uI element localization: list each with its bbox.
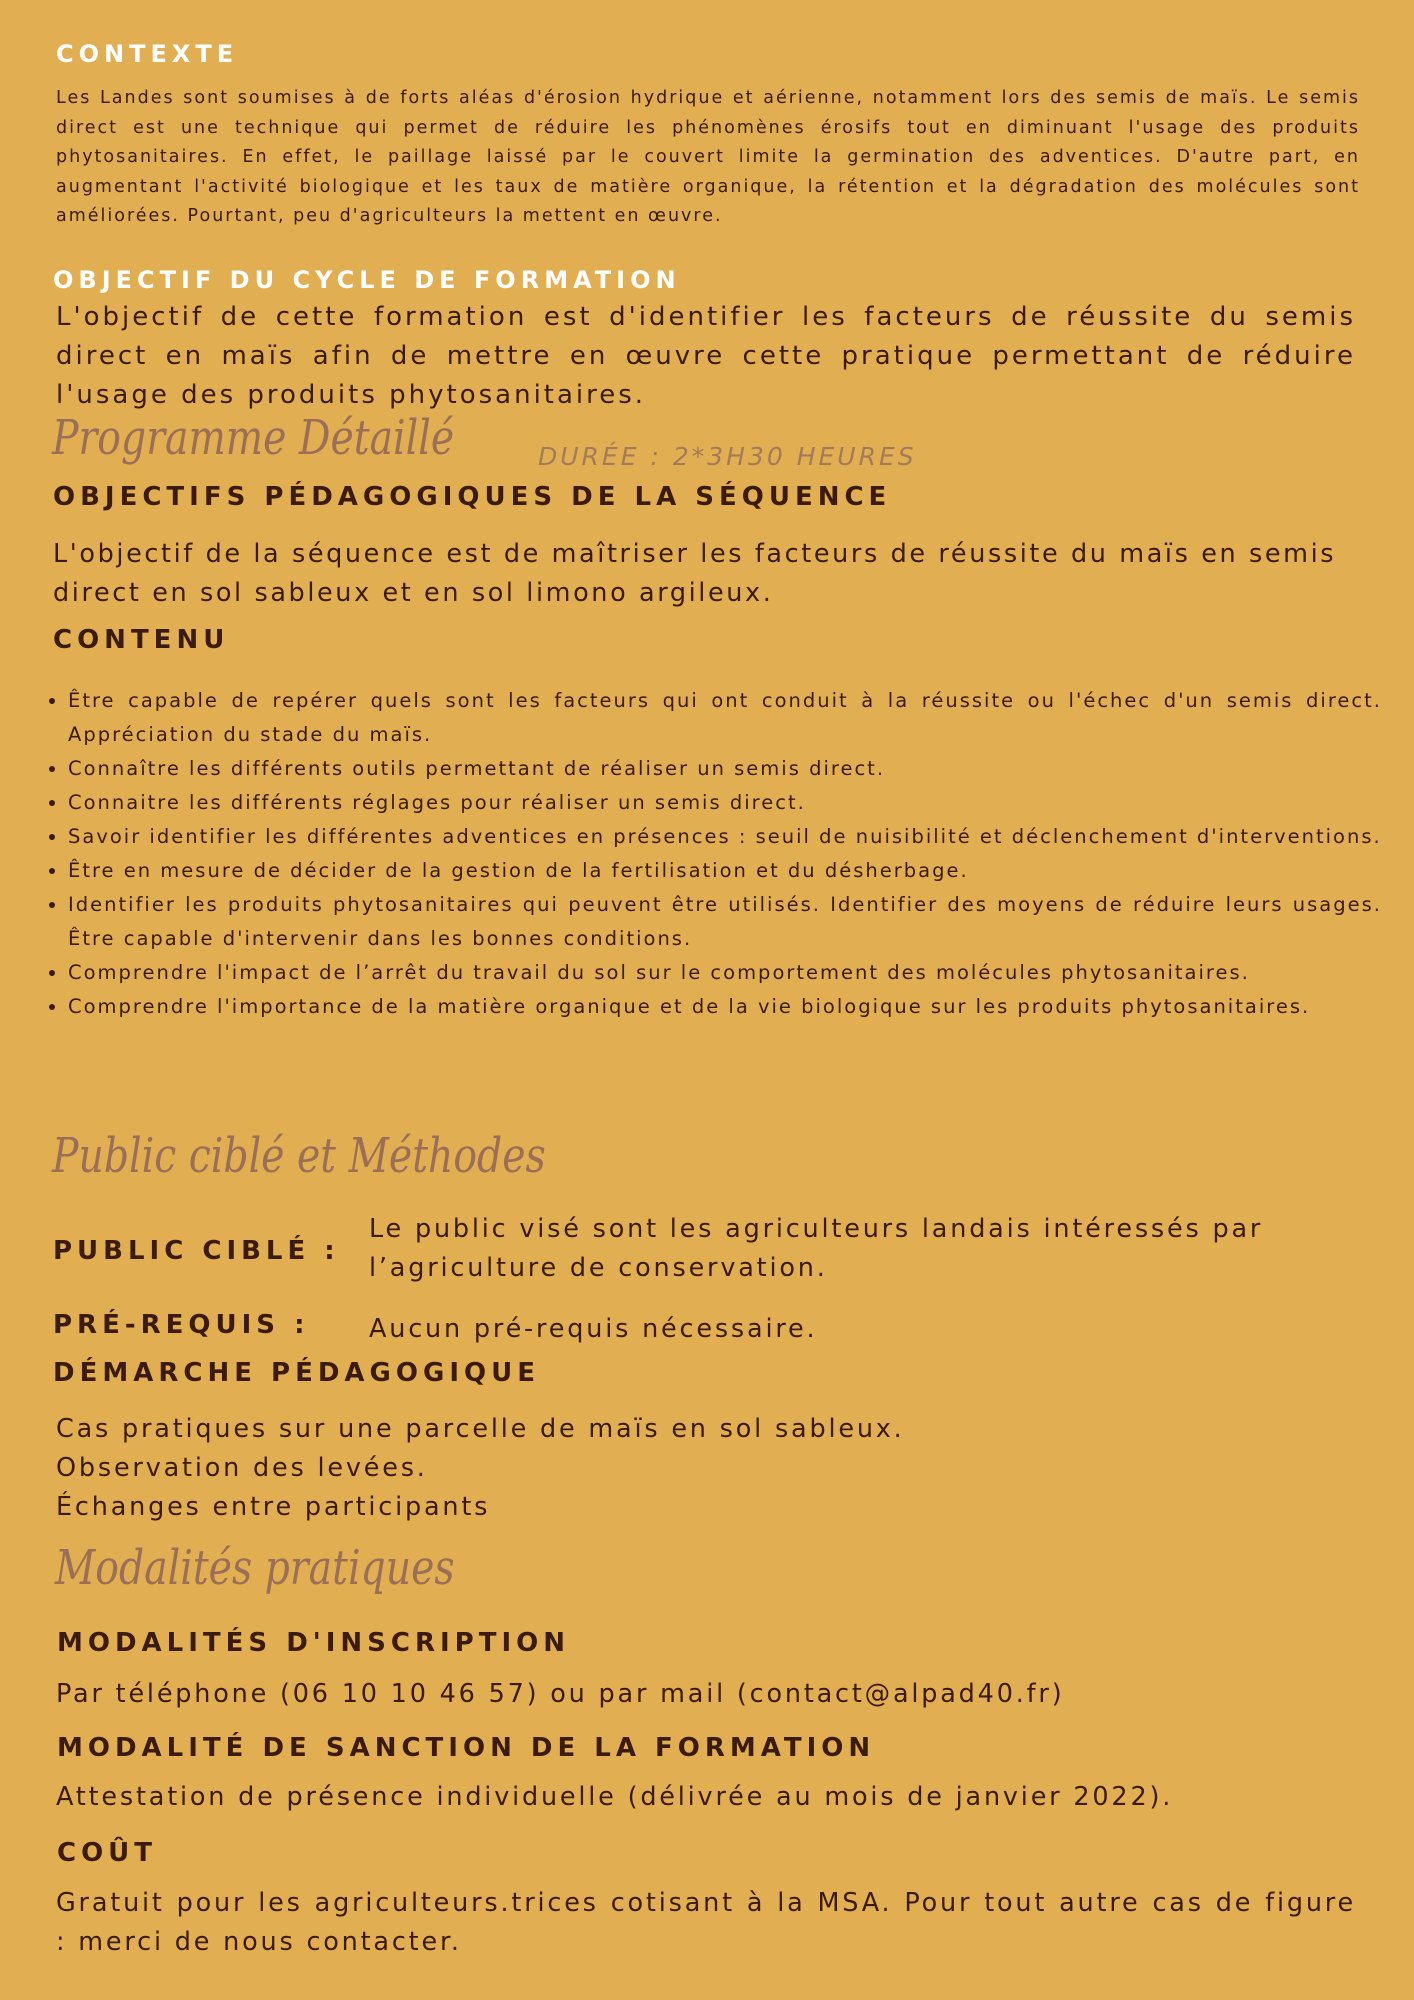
demarche-lines [56, 1410, 905, 1527]
objectif-cycle-heading: OBJECTIF DU CYCLE DE FORMATION [53, 266, 681, 294]
contenu-heading: CONTENU [53, 625, 230, 655]
modalites-title: Modalités pratiques [55, 1540, 455, 1596]
list-item: • Connaître les différents outils permettant de réaliser un semis direct. [68, 752, 1382, 786]
programme-title: Programme Détaillé [52, 410, 455, 466]
demarche-line: Échanges entre participants [56, 1492, 491, 1522]
cout-heading: COÛT [57, 1838, 158, 1868]
inscription-heading: MODALITÉS D'INSCRIPTION [57, 1628, 570, 1658]
list-item: • Être en mesure de décider de la gestion de la fertilisation et du désherbage. [68, 854, 1382, 888]
demarche-heading: DÉMARCHE PÉDAGOGIQUE [53, 1358, 540, 1388]
public-title: Public ciblé et Méthodes [52, 1128, 546, 1184]
list-item: • Comprendre l'importance de la matière organique et de la vie biologique sur les produits phytosanitaires. [68, 990, 1382, 1024]
list-item: • Être capable de repérer quels sont les facteurs qui ont conduit à la réussite ou l'échec d'un semis direct. Appréciation du stade du maïs. [68, 684, 1382, 752]
sanction-heading: MODALITÉ DE SANCTION DE LA FORMATION [57, 1733, 876, 1763]
list-item: • Savoir identifier les différentes adventices en présences : seuil de nuisibilité et déclenchement d'interventions. [68, 820, 1382, 854]
list-item: • Connaitre les différents réglages pour réaliser un semis direct. [68, 786, 1382, 820]
programme-duree: DURÉE : 2*3H30 HEURES [538, 442, 917, 471]
list-item: • Identifier les produits phytosanitaires qui peuvent être utilisés. Identifier des moyens de réduire leurs usages. Être capable d'intervenir dans les bonnes conditions. [68, 888, 1382, 956]
objectifs-pedagogiques-heading: OBJECTIFS PÉDAGOGIQUES DE LA SÉQUENCE [53, 482, 892, 512]
contexte-text: Les Landes sont soumises à de forts aléas d'érosion hydrique et aérienne, notamment lors des semis de maïs. Le semis direct est une technique qui permet de réduire les phénomènes érosifs tout en diminuant l'usage des produits phytosanitaires. En effet, le paillage laissé par le couvert limite la germination des adventices. D'autre part, en augmentant l'activité biologique et les taux de matière organique, la rétention et la dégradation des molécules sont améliorées. Pourtant, peu d'agriculteurs la mettent en œuvre. [56, 88, 1360, 226]
inscription-text: Par téléphone (06 10 10 46 57) ou par mail (contact@alpad40.fr) [56, 1679, 1065, 1709]
prerequis-label: PRÉ-REQUIS : [53, 1310, 310, 1340]
objectifs-pedagogiques-text: L'objectif de la séquence est de maîtriser les facteurs de réussite du maïs en semis direct en sol sableux et en sol limono argileux. [53, 539, 1337, 608]
prerequis-text: Aucun pré-requis nécessaire. [369, 1314, 818, 1344]
demarche-line: Cas pratiques sur une parcelle de maïs en sol sableux. [56, 1414, 905, 1444]
cout-text: Gratuit pour les agriculteurs.trices cotisant à la MSA. Pour tout autre cas de figure : merci de nous contacter. [56, 1888, 1356, 1957]
public-cible-text: Le public visé sont les agriculteurs landais intéressés par l’agriculture de conservation. [369, 1214, 1264, 1283]
list-item: • Comprendre l'impact de l’arrêt du travail du sol sur le comportement des molécules phytosanitaires. [68, 956, 1382, 990]
objectif-cycle-text: L'objectif de cette formation est d'identifier les facteurs de réussite du semis direct en maïs afin de mettre en œuvre cette pratique permettant de réduire l'usage des produits phytosanitaires. [56, 302, 1356, 410]
contexte-heading: CONTEXTE [56, 40, 239, 68]
contenu-list [52, 684, 1382, 1024]
sanction-text: Attestation de présence individuelle (délivrée au mois de janvier 2022). [56, 1782, 1174, 1812]
demarche-line: Observation des levées. [56, 1453, 428, 1483]
public-cible-label: PUBLIC CIBLÉ : [53, 1236, 340, 1266]
